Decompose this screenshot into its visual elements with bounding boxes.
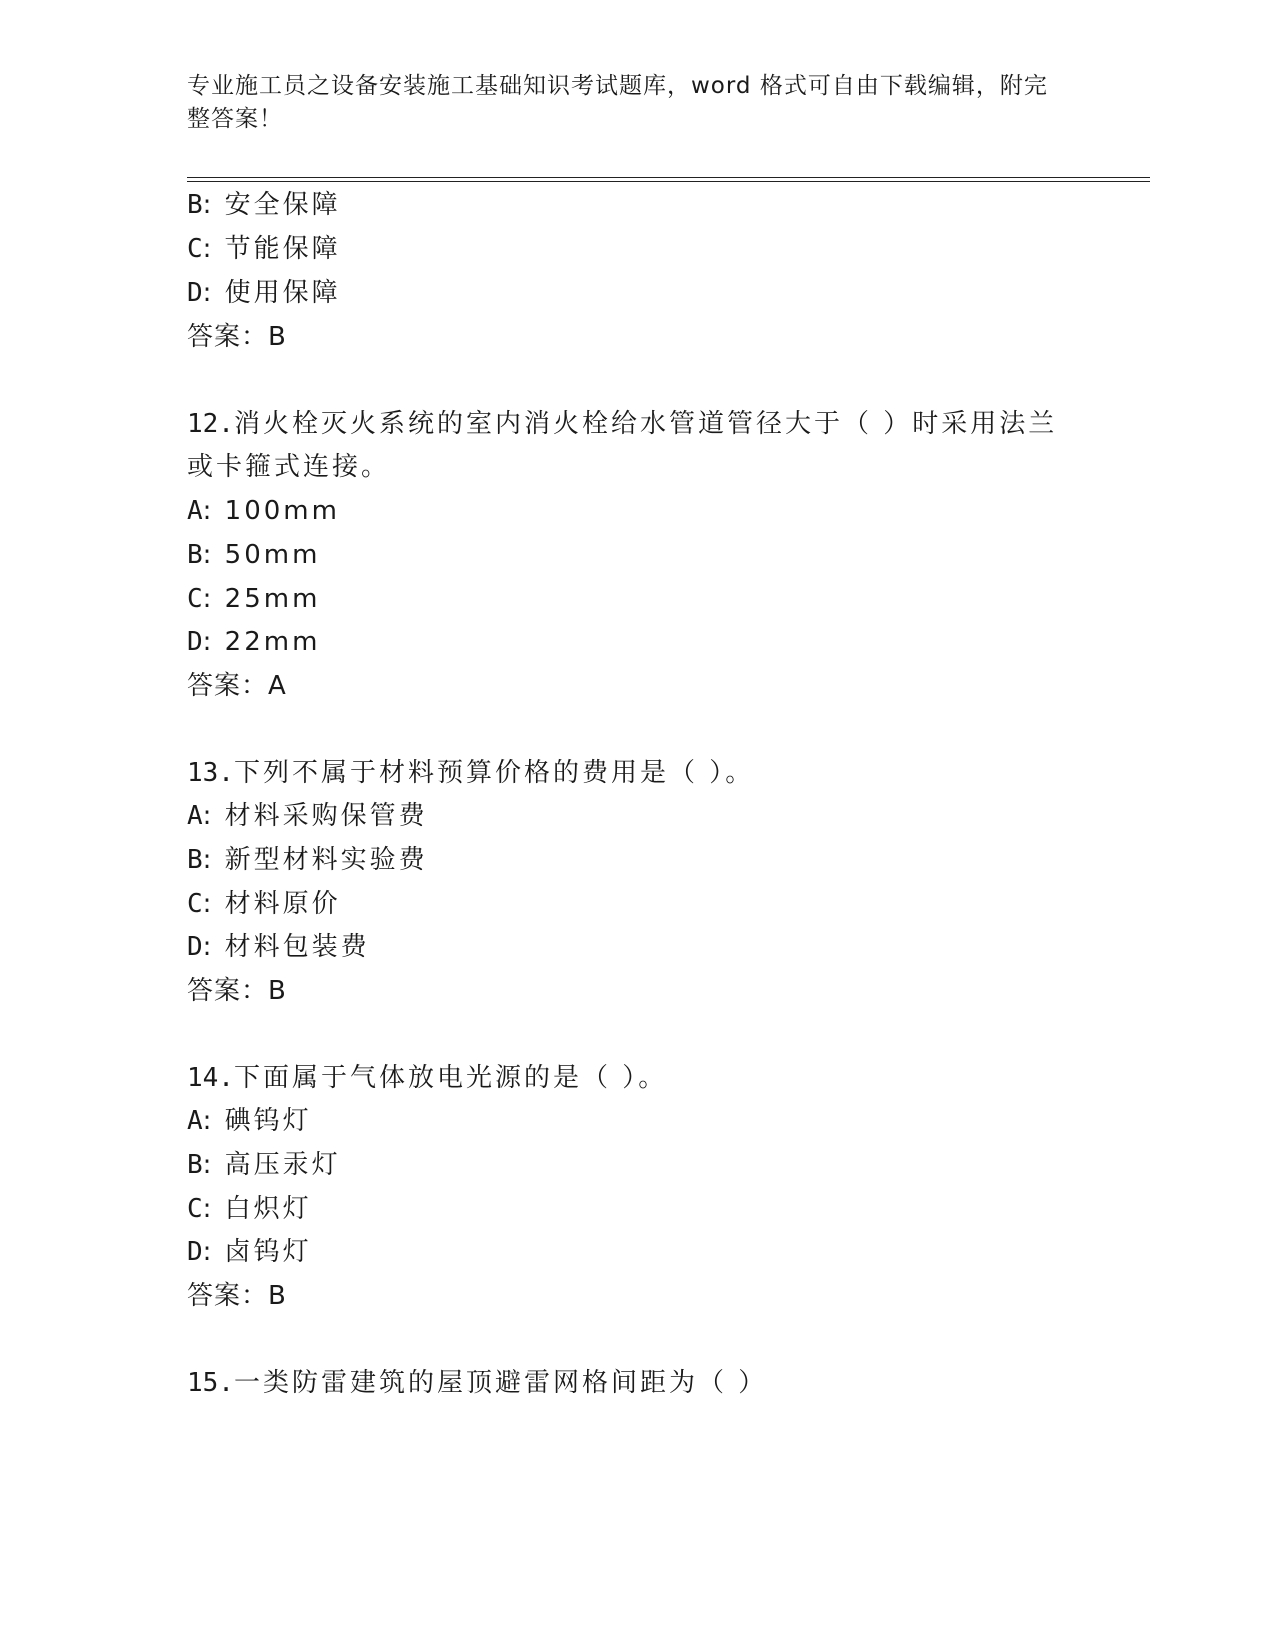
q13-option-d: D: 材料包装费 xyxy=(187,932,370,962)
q12-option-b: B: 50mm xyxy=(187,540,321,570)
document-header xyxy=(187,70,1067,136)
q13-option-b: B: 新型材料实验费 xyxy=(187,845,428,875)
q12-answer: 答案：A xyxy=(187,671,287,701)
q12-option-c: C: 25mm xyxy=(187,584,321,614)
q12-option-d: D: 22mm xyxy=(187,627,321,657)
header-line-1: 专业施工员之设备安装施工基础知识考试题库，word 格式可自由下载编辑，附完 xyxy=(187,73,1048,99)
q14-option-d: D: 卤钨灯 xyxy=(187,1237,312,1267)
q14-option-a: A: 碘钨灯 xyxy=(187,1106,312,1136)
q14-option-b: B: 高压汞灯 xyxy=(187,1150,341,1180)
q15-stem-line-1: 15.一类防雷建筑的屋顶避雷网格间距为（ ） xyxy=(187,1368,768,1398)
q13-stem-line-1: 13.下列不属于材料预算价格的费用是（ ）。 xyxy=(187,758,755,788)
q13-option-a: A: 材料采购保管费 xyxy=(187,801,428,831)
q13-option-c: C: 材料原价 xyxy=(187,889,341,919)
q14-option-c: C: 白炽灯 xyxy=(187,1194,312,1224)
q14-stem-line-1: 14.下面属于气体放电光源的是（ ）。 xyxy=(187,1063,668,1093)
q11-option-b: B: 安全保障 xyxy=(187,190,341,220)
q12-stem-line-2: 或卡箍式连接。 xyxy=(187,452,391,482)
header-line-2: 整答案！ xyxy=(187,106,283,132)
q11-option-c: C: 节能保障 xyxy=(187,234,341,264)
q11-option-d: D: 使用保障 xyxy=(187,278,341,308)
q11-answer: 答案：B xyxy=(187,322,287,352)
q12-stem-line-1: 12.消火栓灭火系统的室内消火栓给水管道管径大于（ ）时采用法兰 xyxy=(187,409,1058,439)
header-divider xyxy=(187,177,1150,182)
q12-option-a: A: 100mm xyxy=(187,496,340,526)
q14-answer: 答案：B xyxy=(187,1281,287,1311)
q13-answer: 答案：B xyxy=(187,976,287,1006)
